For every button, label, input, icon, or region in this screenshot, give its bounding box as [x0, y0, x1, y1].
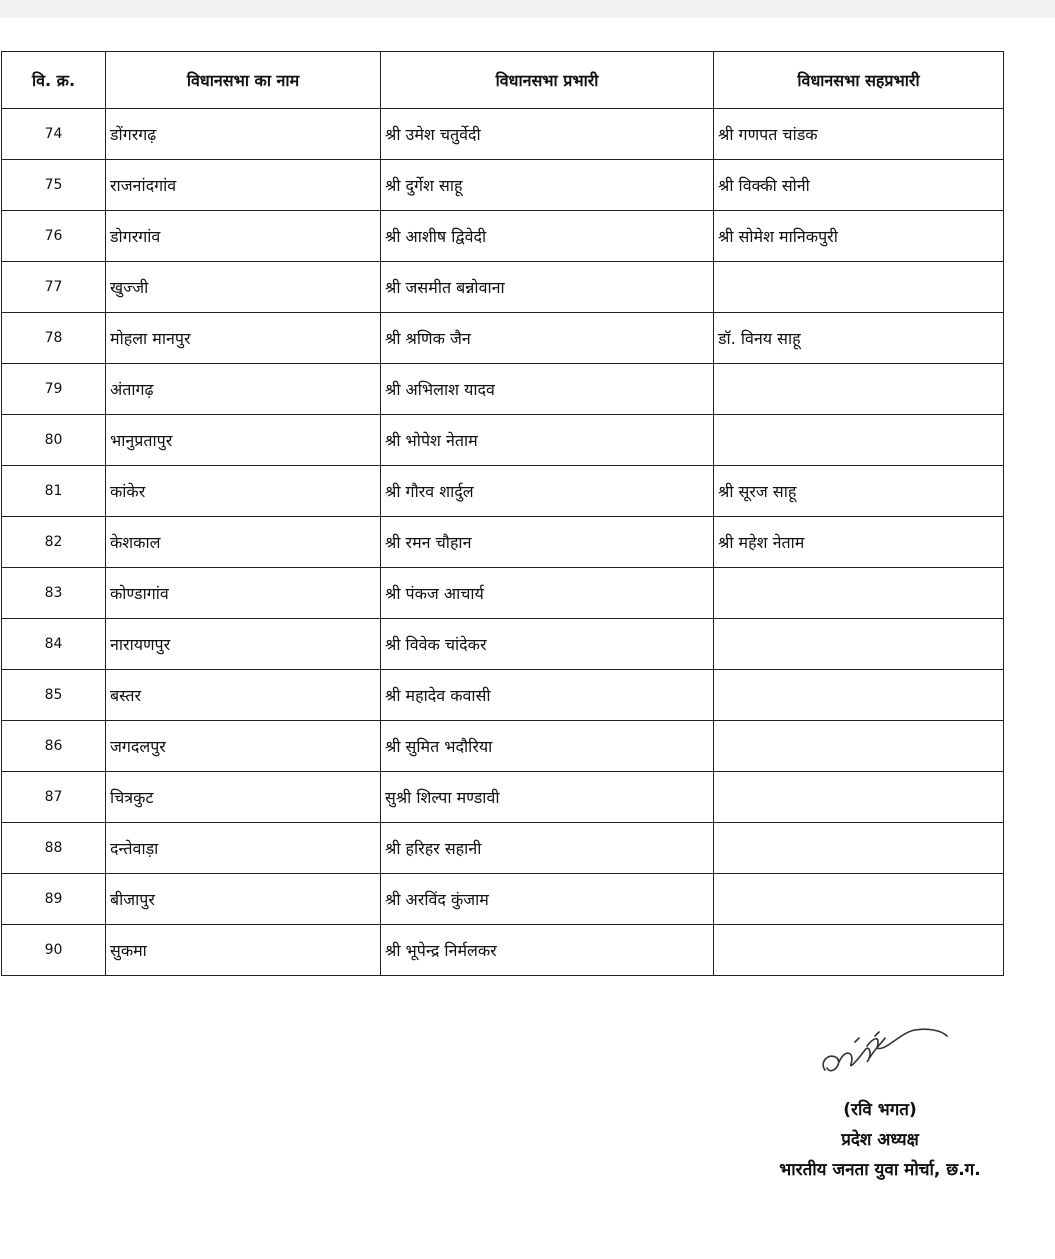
constituency-cell: डोंगरगढ़ [106, 109, 381, 160]
constituency-cell: नारायणपुर [106, 619, 381, 670]
serial-cell: 89 [2, 874, 106, 925]
incharge-cell: श्री सुमित भदौरिया [381, 721, 714, 772]
serial-cell: 88 [2, 823, 106, 874]
table-row [2, 160, 1004, 211]
serial-cell: 83 [2, 568, 106, 619]
co-incharge-cell [714, 364, 1004, 415]
table-row [2, 313, 1004, 364]
table-row [2, 619, 1004, 670]
incharge-cell: श्री आशीष द्विवेदी [381, 211, 714, 262]
incharge-cell: श्री उमेश चतुर्वेदी [381, 109, 714, 160]
signature-scribble [815, 1018, 955, 1088]
table-row [2, 517, 1004, 568]
constituency-cell: भानुप्रतापुर [106, 415, 381, 466]
signature-block [720, 1095, 1040, 1185]
constituency-cell: सुकमा [106, 925, 381, 976]
top-band [0, 0, 1055, 18]
incharge-cell: सुश्री शिल्पा मण्डावी [381, 772, 714, 823]
serial-cell: 76 [2, 211, 106, 262]
incharge-cell: श्री श्रणिक जैन [381, 313, 714, 364]
serial-cell: 87 [2, 772, 106, 823]
header-incharge: विधानसभा प्रभारी [381, 52, 714, 109]
signatory-organization: भारतीय जनता युवा मोर्चा, छ.ग. [779, 1160, 981, 1180]
serial-cell: 82 [2, 517, 106, 568]
signatory-name: (रवि भगत) [843, 1100, 917, 1120]
constituency-cell: राजनांदगांव [106, 160, 381, 211]
co-incharge-cell [714, 568, 1004, 619]
signatory-designation: प्रदेश अध्यक्ष [841, 1130, 919, 1150]
incharge-cell: श्री हरिहर सहानी [381, 823, 714, 874]
table-row [2, 568, 1004, 619]
serial-cell: 80 [2, 415, 106, 466]
serial-cell: 81 [2, 466, 106, 517]
co-incharge-cell: डॉ. विनय साहू [714, 313, 1004, 364]
constituency-cell: डोगरगांव [106, 211, 381, 262]
constituency-cell: जगदलपुर [106, 721, 381, 772]
serial-cell: 74 [2, 109, 106, 160]
constituency-cell: केशकाल [106, 517, 381, 568]
table-row [2, 415, 1004, 466]
table-row [2, 466, 1004, 517]
table-row [2, 823, 1004, 874]
table-row [2, 262, 1004, 313]
incharge-cell: श्री महादेव कवासी [381, 670, 714, 721]
constituency-cell: खुज्जी [106, 262, 381, 313]
incharge-cell: श्री विवेक चांदेकर [381, 619, 714, 670]
co-incharge-cell [714, 823, 1004, 874]
serial-cell: 84 [2, 619, 106, 670]
serial-cell: 79 [2, 364, 106, 415]
incharge-cell: श्री गौरव शार्दुल [381, 466, 714, 517]
prabhari-table [1, 51, 1004, 976]
incharge-cell: श्री दुर्गेश साहू [381, 160, 714, 211]
incharge-cell: श्री भोपेश नेताम [381, 415, 714, 466]
co-incharge-cell [714, 415, 1004, 466]
co-incharge-cell [714, 874, 1004, 925]
table-row [2, 925, 1004, 976]
table-row [2, 721, 1004, 772]
table-row [2, 109, 1004, 160]
header-serial: वि. क्र. [2, 52, 106, 109]
table-row [2, 211, 1004, 262]
table-row [2, 364, 1004, 415]
co-incharge-cell: श्री विक्की सोनी [714, 160, 1004, 211]
constituency-cell: बस्तर [106, 670, 381, 721]
co-incharge-cell: श्री सोमेश मानिकपुरी [714, 211, 1004, 262]
header-constituency: विधानसभा का नाम [106, 52, 381, 109]
serial-cell: 90 [2, 925, 106, 976]
co-incharge-cell: श्री सूरज साहू [714, 466, 1004, 517]
co-incharge-cell: श्री गणपत चांडक [714, 109, 1004, 160]
constituency-cell: कांकेर [106, 466, 381, 517]
incharge-cell: श्री पंकज आचार्य [381, 568, 714, 619]
co-incharge-cell [714, 619, 1004, 670]
header-co-incharge: विधानसभा सहप्रभारी [714, 52, 1004, 109]
constituency-cell: अंतागढ़ [106, 364, 381, 415]
incharge-cell: श्री भूपेन्द्र निर्मलकर [381, 925, 714, 976]
constituency-cell: दन्तेवाड़ा [106, 823, 381, 874]
serial-cell: 77 [2, 262, 106, 313]
incharge-cell: श्री अभिलाश यादव [381, 364, 714, 415]
serial-cell: 85 [2, 670, 106, 721]
serial-cell: 86 [2, 721, 106, 772]
incharge-cell: श्री अरविंद कुंजाम [381, 874, 714, 925]
incharge-cell: श्री जसमीत बन्नोवाना [381, 262, 714, 313]
co-incharge-cell: श्री महेश नेताम [714, 517, 1004, 568]
table-row [2, 772, 1004, 823]
co-incharge-cell [714, 925, 1004, 976]
co-incharge-cell [714, 772, 1004, 823]
co-incharge-cell [714, 670, 1004, 721]
incharge-cell: श्री रमन चौहान [381, 517, 714, 568]
table-row [2, 874, 1004, 925]
constituency-cell: बीजापुर [106, 874, 381, 925]
serial-cell: 75 [2, 160, 106, 211]
table-header-row [2, 52, 1004, 109]
co-incharge-cell [714, 721, 1004, 772]
constituency-cell: मोहला मानपुर [106, 313, 381, 364]
co-incharge-cell [714, 262, 1004, 313]
constituency-cell: चित्रकुट [106, 772, 381, 823]
serial-cell: 78 [2, 313, 106, 364]
constituency-cell: कोण्डागांव [106, 568, 381, 619]
table-row [2, 670, 1004, 721]
